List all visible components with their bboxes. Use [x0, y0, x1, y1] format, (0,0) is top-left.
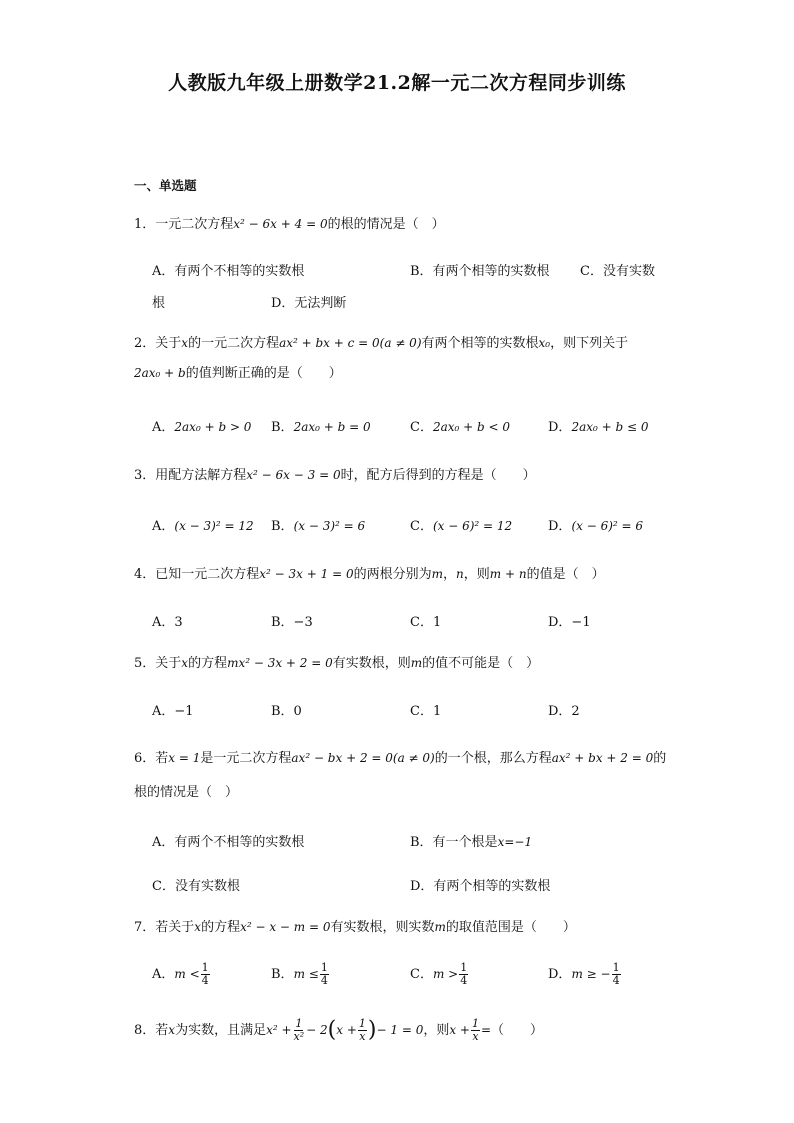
- q6-option-d[interactable]: D．有两个相等的实数根: [410, 879, 551, 894]
- q7-option-a[interactable]: [152, 962, 211, 987]
- q8-suffix: （ ）: [491, 1023, 544, 1038]
- q6-b-label: B．有一个根是: [410, 835, 498, 850]
- q8-term-2: − 2: [306, 1023, 328, 1037]
- q5-var-m: m: [410, 656, 423, 670]
- q8-f1-den: x²: [293, 1030, 305, 1043]
- q4-option-c[interactable]: C．1: [410, 615, 442, 630]
- q4-var-n: n: [456, 567, 464, 581]
- q5-p2: 的方程: [188, 656, 228, 671]
- q2-option-b[interactable]: [271, 416, 371, 435]
- q4-p2: 的两根分别为: [353, 567, 432, 582]
- q3-d-math: (x − 6)² = 6: [571, 519, 644, 533]
- q7-a-fraction: [201, 962, 210, 987]
- q4-suffix: 的值是（ ）: [526, 567, 605, 582]
- q7-equation: x² − x − m = 0: [240, 920, 331, 934]
- question-5: [134, 650, 539, 677]
- q3-b-label: B．: [271, 519, 294, 534]
- q5-equation: mx² − 3x + 2 = 0: [227, 656, 333, 670]
- q2-option-c[interactable]: [410, 416, 510, 435]
- q3-option-a[interactable]: [152, 515, 254, 534]
- q2-p5: 的值判断正确的是（ ）: [185, 366, 342, 381]
- q8-term-1: x² +: [266, 1023, 292, 1037]
- q6-b-math: x=−1: [497, 835, 533, 849]
- q6-p1: 6．若: [134, 751, 169, 766]
- q2-option-d[interactable]: [548, 416, 649, 435]
- q8-p3: ，则: [423, 1023, 450, 1038]
- q7-d-den: 4: [612, 974, 620, 987]
- section-heading: 一、单选题: [134, 178, 197, 193]
- q7-b-label: B．: [271, 967, 294, 982]
- q7-a-num: 1: [201, 961, 209, 974]
- q8-term-6: =: [480, 1023, 492, 1037]
- question-3: [134, 462, 536, 489]
- q2-a-math: 2ax₀ + b > 0: [174, 420, 252, 434]
- q1-option-c[interactable]: C．没有实数: [580, 264, 655, 279]
- q1-option-b[interactable]: B．有两个相等的实数根: [410, 264, 550, 279]
- q4-var-m: m: [431, 567, 443, 581]
- q8-term-3: x +: [336, 1023, 357, 1037]
- q8-f3-num: 1: [471, 1017, 479, 1030]
- q8-f1-num: 1: [295, 1017, 303, 1030]
- q8-p1: 8．若: [134, 1023, 169, 1038]
- q2-var-x: x: [181, 336, 189, 350]
- q8-f3-den: x: [472, 1030, 479, 1043]
- q3-prefix: 3．用配方法解方程: [134, 468, 247, 483]
- q7-d-num: 1: [612, 961, 620, 974]
- q3-b-math: (x − 3)² = 6: [293, 519, 366, 533]
- q7-a-label: A．: [152, 967, 175, 982]
- q7-p2: 的方程: [201, 920, 241, 935]
- question-1: [134, 211, 445, 238]
- q8-fraction-3: [471, 1018, 480, 1043]
- q4-sep: ，: [443, 567, 457, 582]
- q1-option-c-cont: 根: [152, 296, 166, 311]
- q7-var-x: x: [194, 920, 202, 934]
- q8-fraction-1: [293, 1018, 306, 1043]
- q4-prefix: 4．已知一元二次方程: [134, 567, 260, 582]
- q5-option-a[interactable]: A．−1: [152, 704, 194, 719]
- q3-equation: x² − 6x − 3 = 0: [246, 468, 341, 482]
- q3-option-d[interactable]: [548, 515, 643, 534]
- q3-c-label: C．: [410, 519, 433, 534]
- q8-var-x: x: [168, 1023, 176, 1037]
- q2-c-label: C．: [410, 420, 433, 435]
- q7-suffix: 的取值范围是（ ）: [445, 920, 576, 935]
- q4-p3: ，则: [463, 567, 490, 582]
- question-6: [134, 745, 666, 772]
- q3-option-b[interactable]: [271, 515, 365, 534]
- q7-a-rel: m <: [174, 967, 200, 981]
- q3-a-label: A．: [152, 519, 175, 534]
- q7-b-den: 4: [320, 974, 328, 987]
- q2-d-math: 2ax₀ + b ≤ 0: [571, 420, 649, 434]
- q8-fraction-2: [358, 1018, 367, 1043]
- q5-p1: 5．关于: [134, 656, 182, 671]
- q8-term-5: x +: [449, 1023, 470, 1037]
- q7-option-c[interactable]: [410, 962, 469, 987]
- q3-a-math: (x − 3)² = 12: [174, 519, 254, 533]
- q7-c-label: C．: [410, 967, 433, 982]
- q5-p3: 有实数根，则: [332, 656, 411, 671]
- q4-sum: m + n: [489, 567, 527, 581]
- q6-p4: 的: [653, 751, 667, 766]
- q1-option-d[interactable]: D．无法判断: [271, 296, 347, 311]
- q2-p2: 的一元二次方程: [188, 336, 280, 351]
- q7-d-fraction: [612, 962, 621, 987]
- q8-p2: 为实数，且满足: [175, 1023, 267, 1038]
- q8-term-4: − 1 = 0: [376, 1023, 424, 1037]
- q2-c-math: 2ax₀ + b < 0: [432, 420, 511, 434]
- q7-c-den: 4: [460, 974, 468, 987]
- q6-option-c[interactable]: C．没有实数根: [152, 879, 240, 894]
- q7-option-d[interactable]: [548, 962, 622, 987]
- q7-c-rel: m >: [432, 967, 459, 981]
- q8-f2-num: 1: [358, 1017, 366, 1030]
- q2-p3: 有两个相等的实数根: [421, 336, 539, 351]
- q7-p3: 有实数根，则实数: [330, 920, 435, 935]
- q8-close-paren: ): [367, 1017, 377, 1043]
- q7-d-label: D．: [548, 967, 572, 982]
- q5-suffix: 的值不可能是（ ）: [422, 656, 540, 671]
- q7-b-num: 1: [320, 961, 328, 974]
- question-7: [134, 914, 576, 941]
- q2-x0: x₀: [538, 336, 551, 350]
- question-8: [134, 1017, 543, 1044]
- q6-option-a[interactable]: A．有两个不相等的实数根: [152, 835, 305, 850]
- question-2: [134, 330, 628, 357]
- q8-open-paren: (: [327, 1017, 337, 1043]
- q4-equation: x² − 3x + 1 = 0: [259, 567, 354, 581]
- q7-c-fraction: [459, 962, 468, 987]
- q2-b-label: B．: [271, 420, 294, 435]
- question-4: [134, 561, 605, 588]
- q2-d-label: D．: [548, 420, 572, 435]
- q7-var-m: m: [434, 920, 446, 934]
- q4-option-b[interactable]: B．−3: [271, 615, 313, 630]
- q3-option-c[interactable]: [410, 515, 512, 534]
- q3-suffix: 时，配方后得到的方程是（ ）: [340, 468, 536, 483]
- q2-p4: ，则下列关于: [550, 336, 629, 351]
- q5-option-c[interactable]: C．1: [410, 704, 442, 719]
- q5-option-d[interactable]: D．2: [548, 704, 580, 719]
- q7-b-rel: m ≤: [293, 967, 319, 981]
- q7-a-den: 4: [201, 974, 209, 987]
- q6-option-b[interactable]: [410, 831, 532, 850]
- q1-suffix: 的根的情况是（ ）: [327, 217, 445, 232]
- q8-f2-den: x: [359, 1030, 366, 1043]
- q7-option-b[interactable]: [271, 962, 330, 987]
- q2-a-label: A．: [152, 420, 175, 435]
- q1-option-a[interactable]: A．有两个不相等的实数根: [152, 264, 305, 279]
- q3-d-label: D．: [548, 519, 572, 534]
- q6-p3: 的一个根，那么方程: [434, 751, 552, 766]
- q2-expression: 2ax₀ + b: [134, 366, 186, 380]
- q5-option-b[interactable]: B．0: [271, 704, 302, 719]
- q1-prefix: 1．一元二次方程: [134, 217, 234, 232]
- q4-option-a[interactable]: A．3: [152, 615, 183, 630]
- q1-equation: x² − 6x + 4 = 0: [233, 217, 328, 231]
- q7-c-num: 1: [460, 961, 468, 974]
- q7-d-rel: m ≥ −: [571, 967, 611, 981]
- page-title: 人教版九年级上册数学21.2解一元二次方程同步训练: [168, 72, 626, 94]
- q3-c-math: (x − 6)² = 12: [432, 519, 513, 533]
- q5-var-x: x: [181, 656, 189, 670]
- q7-b-fraction: [320, 962, 329, 987]
- q2-option-a[interactable]: [152, 416, 251, 435]
- q2-equation: ax² + bx + c = 0(a ≠ 0): [279, 336, 422, 350]
- q7-p1: 7．若关于: [134, 920, 195, 935]
- question-2-line2: [134, 360, 342, 387]
- q6-root: x = 1: [168, 751, 201, 765]
- q6-equation-1: ax² − bx + 2 = 0(a ≠ 0): [291, 751, 435, 765]
- q6-p2: 是一元二次方程: [200, 751, 292, 766]
- q6-equation-2: ax² + bx + 2 = 0: [551, 751, 654, 765]
- question-6-line2: 根的情况是（ ）: [134, 785, 239, 800]
- q4-option-d[interactable]: D．−1: [548, 615, 591, 630]
- q2-p1: 2．关于: [134, 336, 182, 351]
- q2-b-math: 2ax₀ + b = 0: [293, 420, 371, 434]
